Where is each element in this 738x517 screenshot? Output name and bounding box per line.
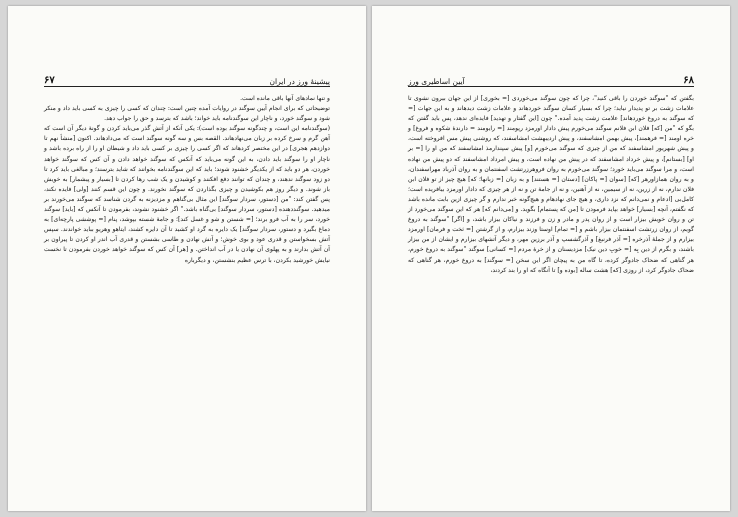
page-number: ۶۷ bbox=[44, 75, 55, 86]
running-title: آیین اساطیری ورز bbox=[408, 77, 465, 86]
page-number: ۶۸ bbox=[683, 75, 694, 86]
book-spread bbox=[8, 6, 730, 511]
paragraph: و تنها نمادهای آنها باقی مانده است. bbox=[240, 95, 330, 102]
right-page-body bbox=[408, 94, 694, 276]
running-title: پیشینهٔ ورز در ایران bbox=[269, 77, 330, 86]
left-page-header bbox=[44, 72, 330, 87]
paragraph: بگفتن که "سوگند خوردن را باقی کنید"، چرا که چون سوگند می‌خوردی [= بخوری] از این جهان بیرون نشوی تا علامات زشت بر تو پدیدار نیاید؛ چرا که بسیار کسان سوگند خوردهاند و علامات زشت دیدهاند و به این جهات [= که سوگند به دروغ خوردهاند] علامت زشت پدید آمده." چون [این گفتار و تهدید] فایده‌ای ندهد، پس باید گفتن که بگو که "من [که] فلان ابن فلانم سوگند می‌خورم پیش دادار اورمزد رپومند [= رایومند = دارندهٔ شکوه و فروغ] و خره اومند [= فرهمند]، پیش بهمن امشاسفند، و پیش اردیبهشت امشاسفند، که روشنی پیش مس افروخته است، و پیش شهریور امشاسفند که من از چیزی که سوگند می‌خورم [و] پیش سپندارمذ امشاسفند که من او را [= بر او] [بستانم]، و پیش خرداد امشاسفند که در پیش من نهاده است، و پیش امرداد امشاسفند که دو پیش من نهاده است، و مرا سوگند می‌باید خورد؛ سوگند می‌خورم به روان فروهرزرتشت اسفنتمان و به روان آذرباد مهراسفندان، و به روان همازاورهر [که] [سوان [= پاکان] [دستان [= هستند] و به زبان [= زبانها؛ که] هیچ چیز از تو فلان ابن فلان ندارم، نه از زرین، نه از سیمین، نه از آهنین، و نه از جامهٔ تن و نه از هر چیزی که دادار اورمزد بیافریده است؛ کامل‌بی [ادعام و نمی‌دانم که نزد داری، و هیچ جای نهادهام و هیچ‌گونه خبر ندارم و گر چیزی ازین بابت مانده باشد که نگفتم، آنچه [بسیار] خواهد بپاید فرمودن تا [من که پستمام] بگوید. و [می‌دانم که] هر که این سوگند می‌خورد از تن و روان خویش بیزار است و از روان پدر و مادر و زن و فرزند و نیاکان بیزار باشد، و [اگر] "سوگند به دروغ گویم، از روان زرتشت اسفنتمان بیزار باشم و [= تمام] اوستا وزند بیزارم، و از گرشتن [= ثخت و فرمان] اورمزد بیزارم و از جملهٔ آذرخره [= آذر فرنبغ] و آذرگشسپ و آذر برزین مهر، و دیگر آتشهای بیزارم و ایشان از من بیزار باشند، و بگرم از دین بِه [= خوبِ دین نیک] مزدیسنان و از خرهٔ مردم [= کسانی] سوگند "سوگند به دروغ خورم، هر گناهی که ضحاک جادوگر کرده، تا گاه من به پیچان اگر این سخن [= سوگند] به دروغ خورم، هر گناهی که ضحاک جادوگر کرد، از روزی [که] هشت ساله [بوده و] تا آنگاه که او را بند کردند، bbox=[408, 95, 694, 274]
right-page bbox=[372, 6, 730, 511]
right-page-header bbox=[408, 72, 694, 87]
left-page-body bbox=[44, 94, 330, 266]
paragraph: توضیحاتی که برای انجام آیین سوگند در روایات آمده چنین است: چندان که کسی را چیزی به کسی باید داد و منکر شود و سوگند خورد، و ناچار این سوگندنامه باید خواند؛ باشد که بترسد و حق را جواب دهد. bbox=[44, 105, 330, 123]
left-page bbox=[8, 6, 366, 511]
paragraph: (سوگندنامه این است، و چندگونه سوگند بوده است): یکی آنکه از آتش گذر می‌باید کردن و گونهٔ دیگر آن است که آهن گرم و سرخ کرده بر زبان می‌نهادهاند. القصه بس و سه گونه سوگند است که می‌دادهاند. اکنون [منشأ نهم تا دوازدهم هجری] در این مختصر کردهاند که اگر کسی را چیزی بر کسی باید داد و شیطان او را از راه برده باشد و ناچار او را سوگند باید دادن، به این گونه می‌باید که آنکس که سوگند خواهد دادن و آن کس که سوگند خواهد خوردن، هر دو باید که از یکدیگر خشنود شوند؛ باید که این سوگندنامه بخوانند که شاید بترسند؛ و مبالغی باید کرد تا دو زود سوگند ندهند، و چندان که توانند دفع افکنند و کوشیدن و یک شب رها کردن تا [بسیار و پیشمار] به خویش باز شوند. و دیگر روز هم بکوشیدن و چیزی بگذاردن که سوگند نخورند. و چون این قسم کنند [ولی] فایده نکند، پس گفتن کند: "من [دستور، سردار سوگند] این مثال بی‌گناهم و مزدیزنه به گردن شناسد که سوگند می‌خورند بر میدهید. سوگنددهنده [دستور، سردار سوگند] بی‌گناه باشد." اگر خشنود نشوند، بفرمودن تا آنکس که [باید] سوگند خورد، سر را به آب فرو برند؛ [= شستن و شو و غسل کند]؛ و جامهٔ شسته بپوشد، پنام [= پوششی پارچه‌ای] به دماغ بگیرد و دستور، سردار سوگند] یک دایره به گرد او کشید تا آن دایره کشند، ایتاهو وهریو بباید خواندند. سپس آتش بسخواستن و قدری عود و بوی خوش؛ و آتش نهادن و طاسی بشستن و قدری آب اندر او کردن تا پیراون بر آن آتش بدارند و به پهلوی آن نهادن یا در آب انداختن. و [هر] آن کس که سوگند خواهد خوردن بفرمودن تا نخست نیایش خورشید بکردن، با ترس عظیم بنشستن، و دیگرباره bbox=[44, 125, 330, 264]
